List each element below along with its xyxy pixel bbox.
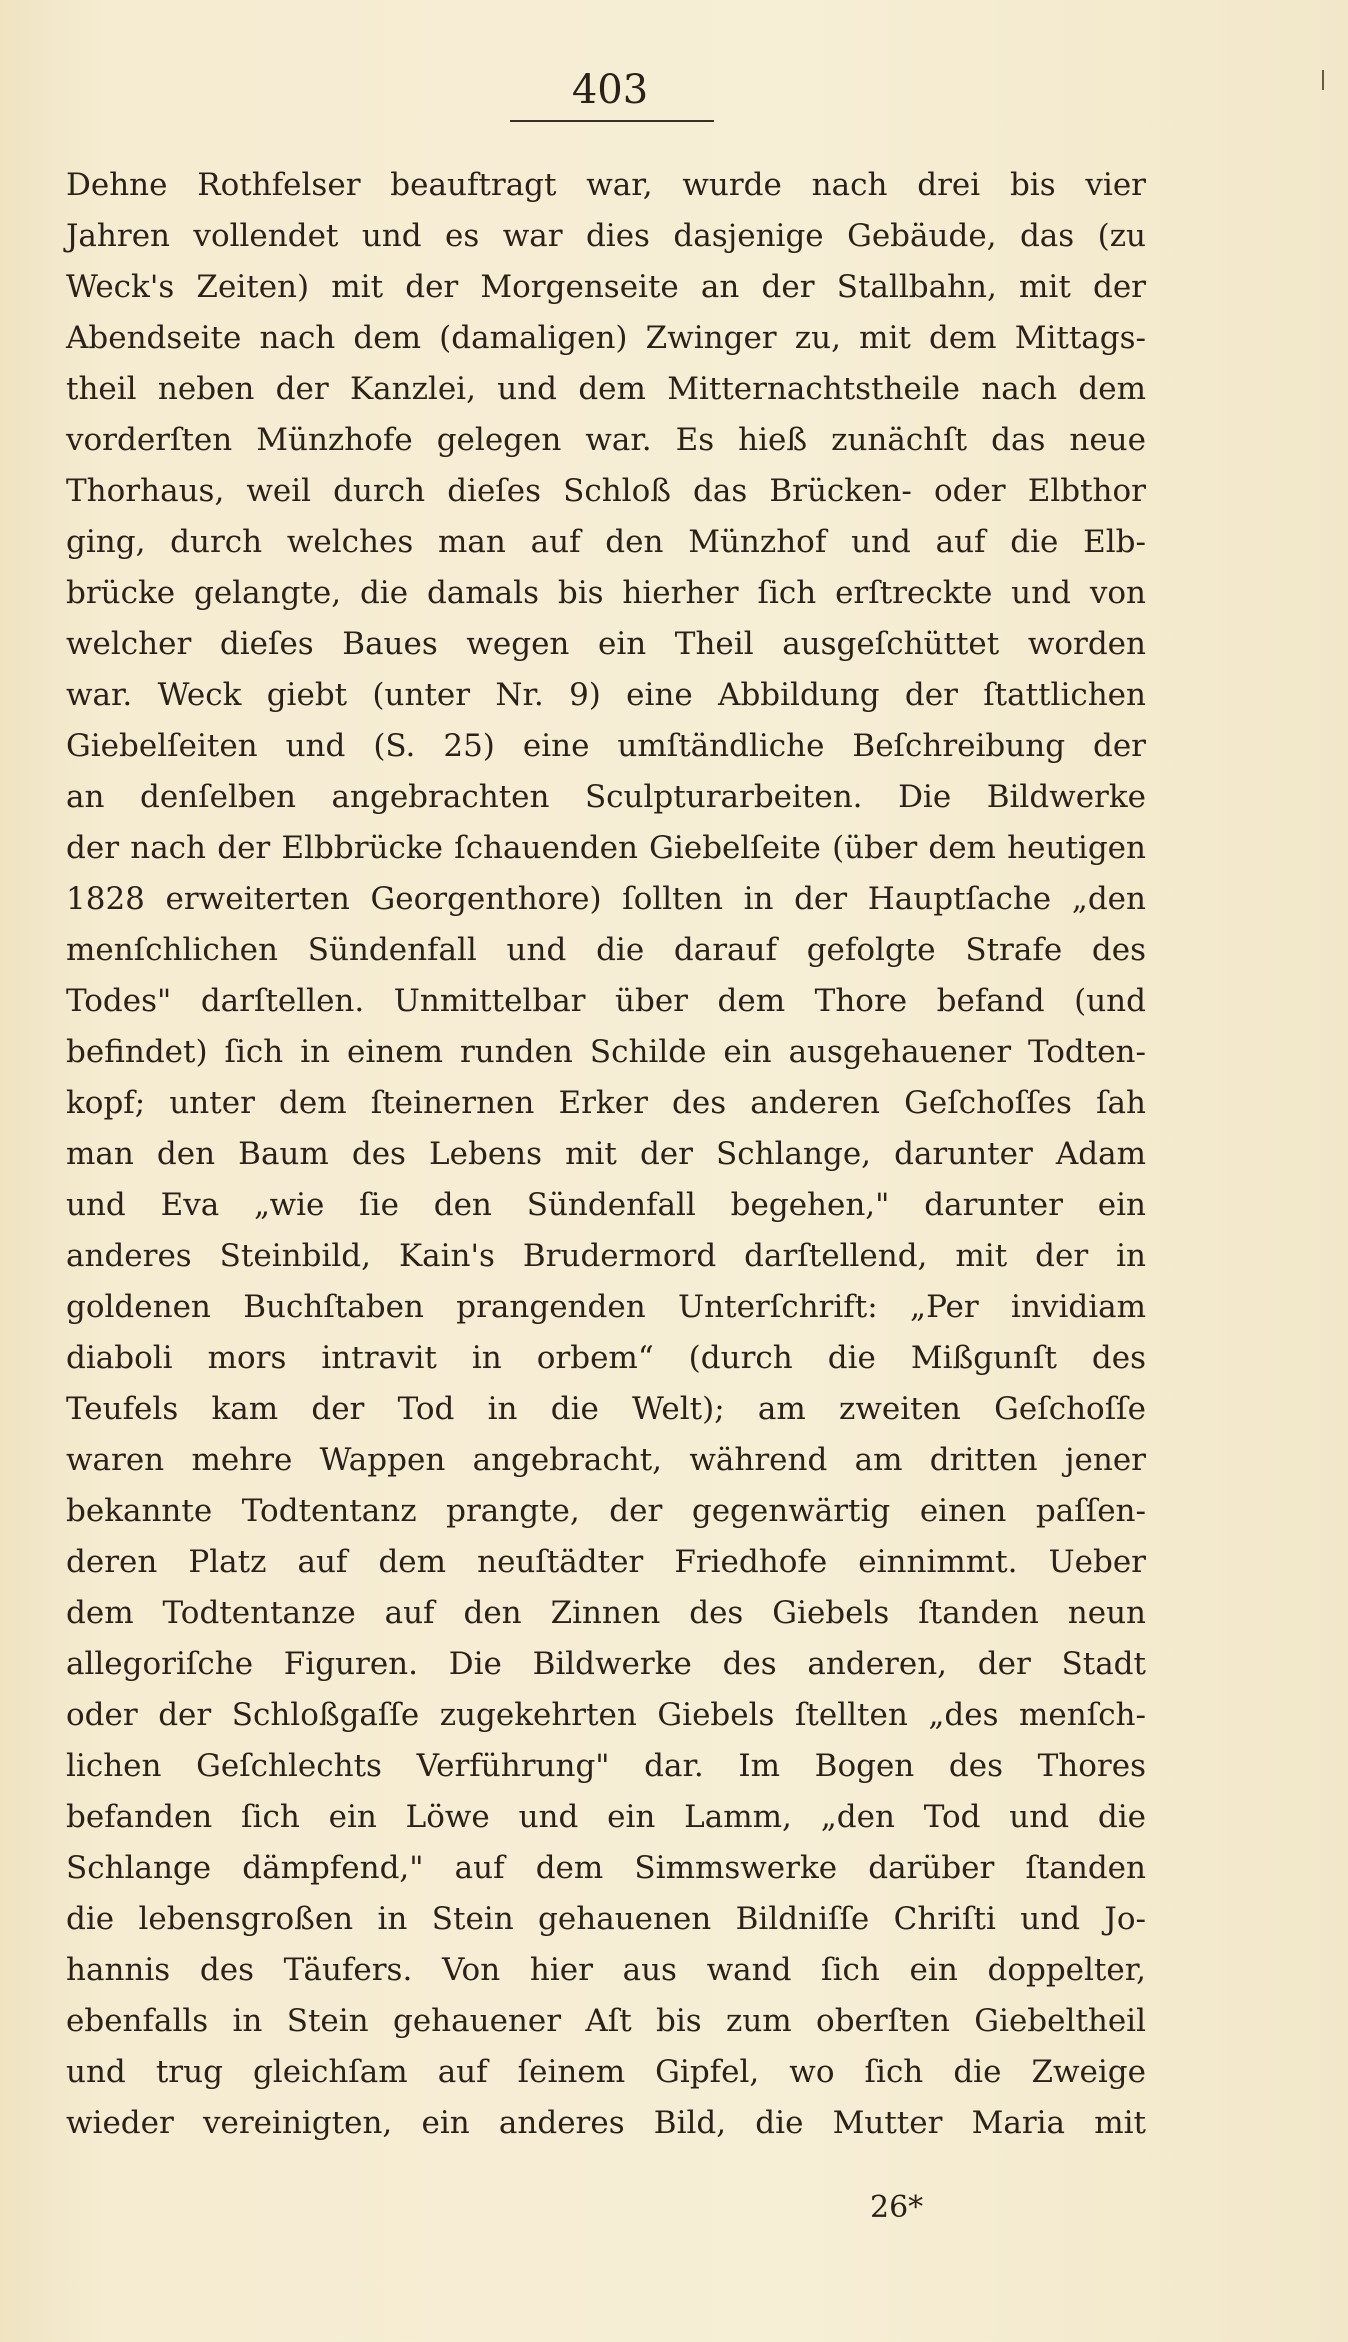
text-line: befindet) ſich in einem runden Schilde ein ausgehauener Todten- — [66, 1034, 1146, 1070]
page-number: 403 — [571, 67, 649, 113]
text-line: der nach der Elbbrücke ſchauenden Giebelſeite (über dem heutigen — [66, 830, 1146, 866]
text-line: vorderſten Münzhofe gelegen war. Es hieß zunächſt das neue — [66, 422, 1146, 458]
text-line: waren mehre Wappen angebracht, während am dritten jener — [66, 1442, 1146, 1478]
text-line: welcher dieſes Baues wegen ein Theil ausgeſchüttet worden — [66, 626, 1146, 662]
text-line: Schlange dämpfend," auf dem Simmswerke darüber ſtanden — [66, 1850, 1146, 1886]
text-line: diaboli mors intravit in orbem“ (durch die Mißgunſt des — [66, 1340, 1146, 1376]
text-line: lichen Geſchlechts Verführung" dar. Im Bogen des Thores — [66, 1748, 1146, 1784]
text-line: goldenen Buchſtaben prangenden Unterſchrift: „Per invidiam — [66, 1289, 1146, 1325]
text-line: Abendseite nach dem (damaligen) Zwinger zu, mit dem Mittags- — [66, 320, 1146, 356]
body-text — [66, 160, 1146, 2149]
text-line: anderes Steinbild, Kain's Brudermord darſtellend, mit der in — [66, 1238, 1146, 1274]
text-line: und trug gleichſam auf ſeinem Gipfel, wo ſich die Zweige — [66, 2054, 1146, 2090]
text-line: 1828 erweiterten Georgenthore) ſollten in der Hauptſache „den — [66, 881, 1146, 917]
text-line: kopf; unter dem ſteinernen Erker des anderen Geſchoſſes ſah — [66, 1085, 1146, 1121]
text-line: Dehne Rothfelser beauftragt war, wurde nach drei bis vier — [66, 167, 1146, 203]
text-line: brücke gelangte, die damals bis hierher ſich erſtreckte und von — [66, 575, 1146, 611]
text-line: bekannte Todtentanz prangte, der gegenwärtig einen paſſen- — [66, 1493, 1146, 1529]
header-rule — [510, 120, 714, 122]
text-line: oder der Schloßgaſſe zugekehrten Giebels ſtellten „des menſch- — [66, 1697, 1146, 1733]
text-line: man den Baum des Lebens mit der Schlange, darunter Adam — [66, 1136, 1146, 1172]
text-line: theil neben der Kanzlei, und dem Mitternachtstheile nach dem — [66, 371, 1146, 407]
text-line: dem Todtentanze auf den Zinnen des Giebels ſtanden neun — [66, 1595, 1146, 1631]
text-line: Todes" darſtellen. Unmittelbar über dem Thore befand (und — [66, 983, 1146, 1019]
text-line: ging, durch welches man auf den Münzhof und auf die Elb- — [66, 524, 1146, 560]
text-line: war. Weck giebt (unter Nr. 9) eine Abbildung der ſtattlichen — [66, 677, 1146, 713]
text-line: Weck's Zeiten) mit der Morgenseite an der Stallbahn, mit der — [66, 269, 1146, 305]
text-line: menſchlichen Sündenfall und die darauf gefolgte Strafe des — [66, 932, 1146, 968]
text-line: Thorhaus, weil durch dieſes Schloß das Brücken- oder Elbthor — [66, 473, 1146, 509]
text-line: Giebelſeiten und (S. 25) eine umſtändliche Beſchreibung der — [66, 728, 1146, 764]
text-line: allegoriſche Figuren. Die Bildwerke des anderen, der Stadt — [66, 1646, 1146, 1682]
text-line: Teufels kam der Tod in die Welt); am zweiten Geſchoſſe — [66, 1391, 1146, 1427]
text-line: hannis des Täufers. Von hier aus wand ſich ein doppelter, — [66, 1952, 1146, 1988]
text-line: und Eva „wie ſie den Sündenfall begehen," darunter ein — [66, 1187, 1146, 1223]
signature-mark: 26* — [870, 2190, 924, 2225]
text-line: Jahren vollendet und es war dies dasjenige Gebäude, das (zu — [66, 218, 1146, 254]
text-line: wieder vereinigten, ein anderes Bild, die Mutter Maria mit — [66, 2105, 1146, 2141]
text-line: an denſelben angebrachten Sculpturarbeiten. Die Bildwerke — [66, 779, 1146, 815]
text-line: die lebensgroßen in Stein gehauenen Bildniſſe Chriſti und Jo- — [66, 1901, 1146, 1937]
text-line: deren Platz auf dem neuſtädter Friedhofe einnimmt. Ueber — [66, 1544, 1146, 1580]
text-line: befanden ſich ein Löwe und ein Lamm, „den Tod und die — [66, 1799, 1146, 1835]
page-edge-mark — [1322, 70, 1324, 90]
text-line: ebenfalls in Stein gehauener Aſt bis zum oberſten Giebeltheil — [66, 2003, 1146, 2039]
